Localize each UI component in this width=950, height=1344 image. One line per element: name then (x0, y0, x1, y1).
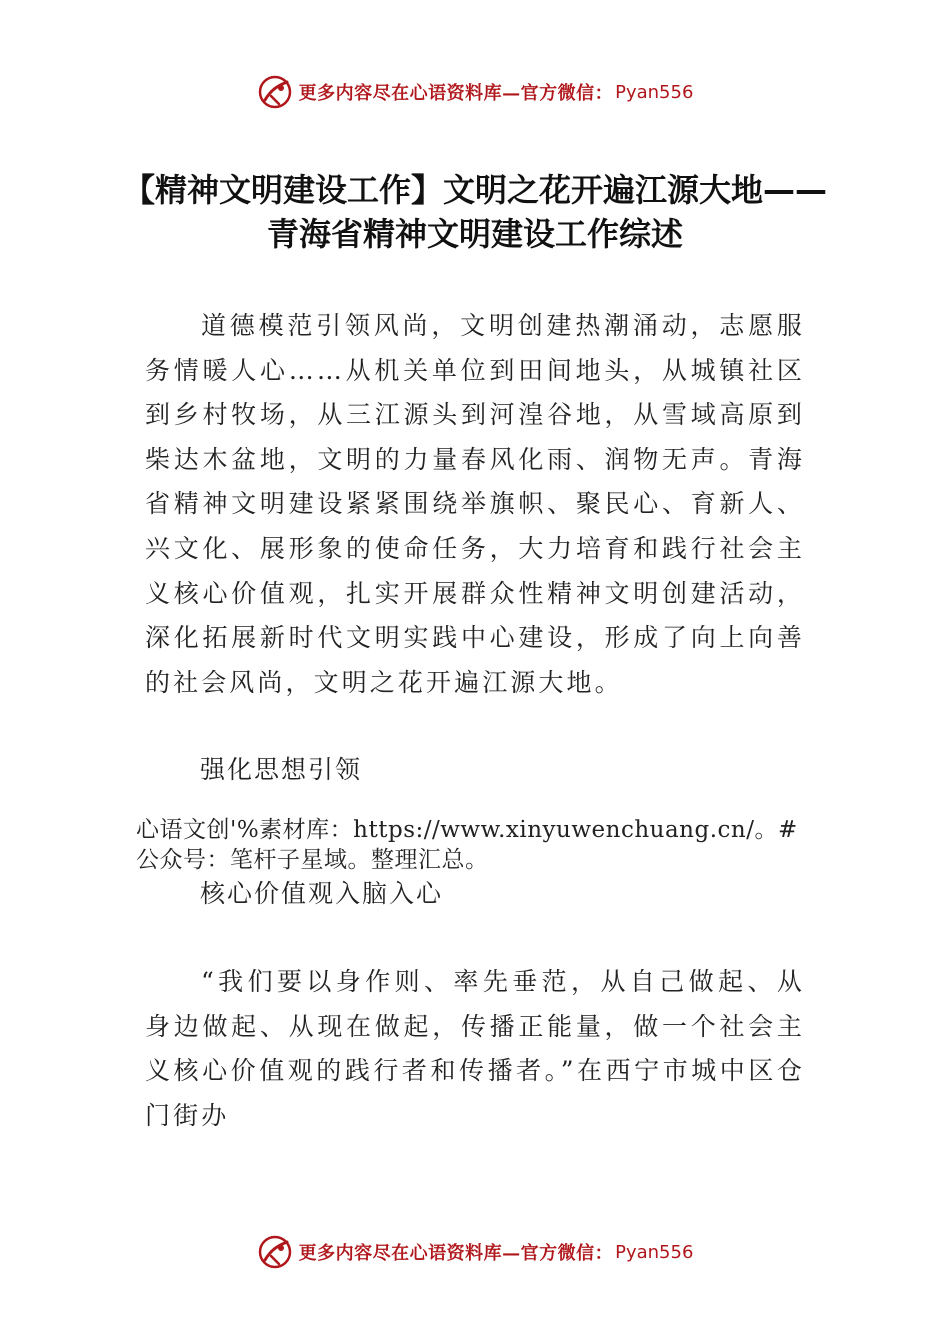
wechat-id: Pyan556 (615, 1241, 694, 1263)
watermark-text (136, 815, 836, 875)
article-title: 【精神文明建设工作】文明之花开遍江源大地——青海省精神文明建设工作综述 (122, 171, 827, 253)
banner-text: 更多内容尽在心语资料库—官方微信： (298, 83, 614, 104)
watermark-line-1: 心语文创'%素材库：https://www.xinyuwenchuang.cn/。# (136, 817, 798, 843)
footer-banner (0, 1232, 950, 1272)
watermark-line-2: 公众号：笔杆子星域。整理汇总。 (136, 847, 489, 873)
logo-icon (257, 1234, 293, 1270)
banner-text: 更多内容尽在心语资料库—官方微信： (298, 1243, 614, 1264)
section-heading: 强化思想引领 (200, 755, 363, 784)
paragraph-intro: 道德模范引领风尚，文明创建热潮涌动，志愿服务情暖人心……从机关单位到田间地头，从城镇社区到乡村牧场，从三江源头到河湟谷地，从雪域高原到柴达木盆地，文明的力量春风化雨、润物无声。青海省精神文明建设紧紧围绕举旗帜、聚民心、育新人、兴文化、展形象的使命任务，大力培育和践行社会主义核心价值观，扎实开展群众性精神文明创建活动，深化拓展新时代文明实践中心建设，形成了向上向善的社会风尚，文明之花开遍江源大地。 (145, 311, 805, 697)
paragraph-quote: “我们要以身作则、率先垂范，从自己做起、从身边做起、从现在做起，传播正能量，做一个社会主义核心价值观的践行者和传播者。”在西宁市城中区仓门街办 (145, 967, 805, 1130)
subheading: 核心价值观入脑入心 (200, 879, 444, 908)
header-banner (0, 72, 950, 112)
logo-icon (257, 74, 293, 110)
wechat-id: Pyan556 (615, 81, 694, 103)
